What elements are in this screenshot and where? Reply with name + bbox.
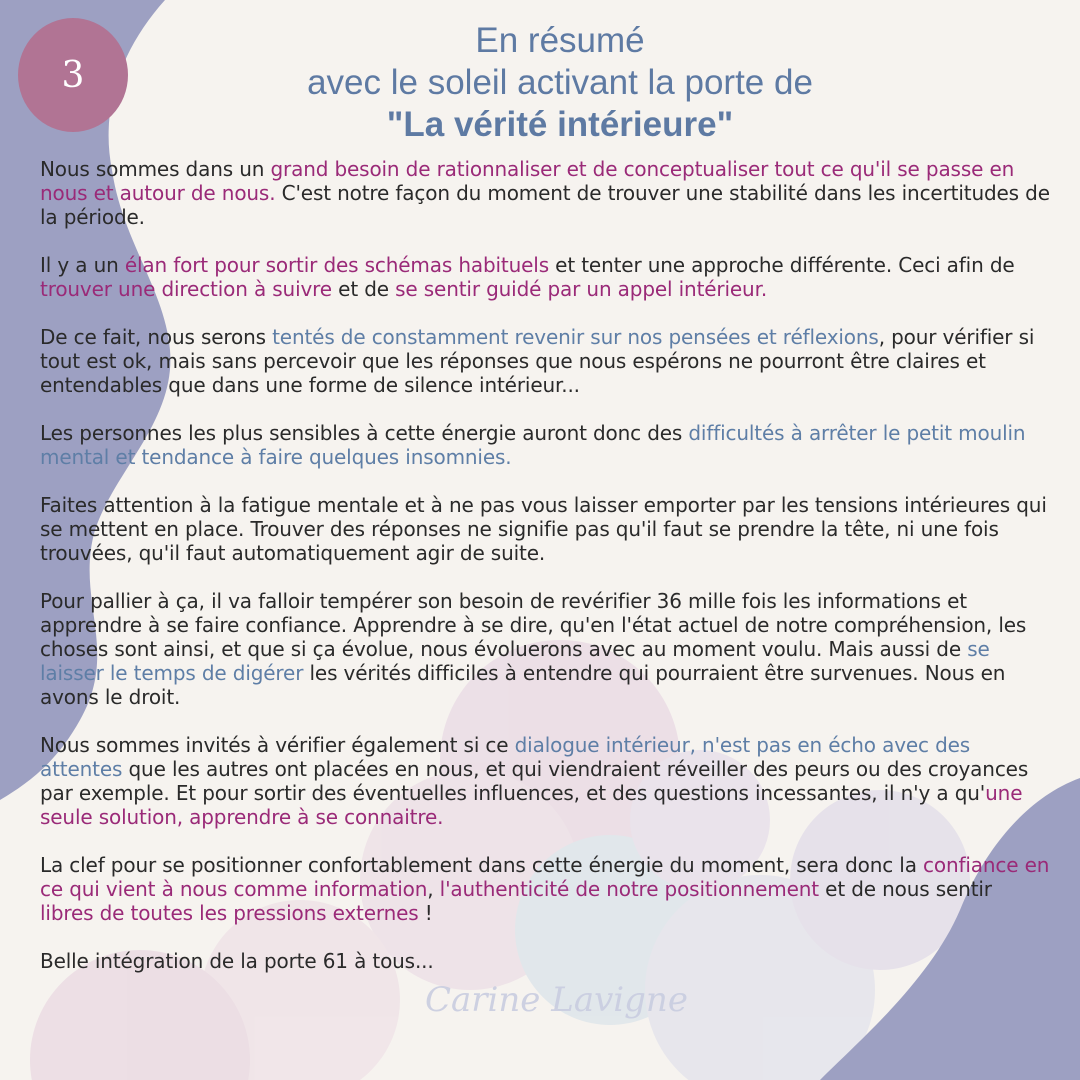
paragraph bbox=[40, 421, 1050, 469]
body-text: Nous sommes invités à vérifier également si ce bbox=[40, 733, 515, 757]
highlight-text: élan fort pour sortir des schémas habituels bbox=[124, 253, 549, 277]
body-text: et de nous sentir bbox=[818, 877, 992, 901]
highlight-text: grand besoin de rationnaliser et de conceptualiser tout ce qu'il se passe en nous et autour de nous. bbox=[40, 157, 1015, 205]
step-number: 3 bbox=[61, 54, 85, 96]
body-text: Belle intégration de la porte 61 à tous... bbox=[40, 949, 434, 973]
highlight-text: l'authenticité de notre positionnement bbox=[439, 877, 819, 901]
body-text: et tenter une approche différente. Ceci afin de bbox=[548, 253, 1015, 277]
body-text: De ce fait, nous serons bbox=[40, 325, 273, 349]
highlight-text: difficultés à arrêter le petit moulin mental et tendance à faire quelques insomnies. bbox=[40, 421, 1026, 469]
paragraph bbox=[40, 949, 1050, 973]
body-text: La clef pour se positionner confortablement dans cette énergie du moment, sera donc la bbox=[40, 853, 924, 877]
highlight-text: libres de toutes les pressions externes bbox=[40, 901, 419, 925]
paragraph bbox=[40, 253, 1050, 301]
body-text: Faites attention à la fatigue mentale et à ne pas vous laisser emporter par les tensions intérieures qui se mettent en place. Trouver des réponses ne signifie pas qu'il faut se prendre la tête, ni une fois trouvées, qu'il faut automatiquement agir de suite. bbox=[40, 493, 1047, 565]
body-text: , pour vérifier si tout est ok, mais sans percevoir que les réponses que nous espérons ne pourront être claires et entendables que dans une forme de silence intérieur... bbox=[40, 325, 1035, 397]
body-text: les vérités difficiles à entendre qui pourraient être survenues. Nous en avons le droit. bbox=[40, 661, 1006, 709]
title-line-2: avec le soleil activant la porte de bbox=[307, 63, 813, 102]
body-text: Il y a un bbox=[40, 253, 125, 277]
highlight-text: dialogue intérieur, n'est pas en écho avec des attentes bbox=[40, 733, 971, 781]
highlight-text: une seule solution, apprendre à se connaitre. bbox=[40, 781, 1023, 829]
body-text: que les autres ont placées en nous, et qui viendraient réveiller des peurs ou des croyances par exemple. Et pour sortir des éventuelles influences, et des questions incessantes, il n'y a qu' bbox=[40, 757, 1029, 805]
highlight-text: tentés de constamment revenir sur nos pensées et réflexions bbox=[272, 325, 879, 349]
body-text: C'est notre façon du moment de trouver une stabilité dans les incertitudes de la période. bbox=[40, 181, 1050, 229]
title-line-1: En résumé bbox=[475, 21, 645, 60]
highlight-text: se laisser le temps de digérer bbox=[40, 637, 990, 685]
step-number-badge bbox=[18, 18, 128, 132]
highlight-text: confiance en ce qui vient à nous comme information bbox=[40, 853, 1050, 901]
body-text: Nous sommes dans un bbox=[40, 157, 271, 181]
paragraph bbox=[40, 493, 1050, 565]
body-text: et de bbox=[331, 277, 396, 301]
body-text: ! bbox=[418, 901, 433, 925]
title-line-3: "La vérité intérieure" bbox=[386, 105, 734, 144]
highlight-text: trouver une direction à suivre bbox=[40, 277, 332, 301]
paragraph bbox=[40, 589, 1050, 709]
body-text: Les personnes les plus sensibles à cette énergie auront donc des bbox=[40, 421, 689, 445]
paragraph bbox=[40, 853, 1050, 925]
summary-text bbox=[40, 157, 1050, 997]
paragraph bbox=[40, 157, 1050, 229]
body-text: Pour pallier à ça, il va falloir tempérer son besoin de revérifier 36 mille fois les informations et apprendre à se faire confiance. Apprendre à se dire, qu'en l'état actuel de notre compréhension, les choses sont ainsi, et que si ça évolue, nous évoluerons avec au moment voulu. Mais aussi de bbox=[40, 589, 1027, 661]
page-title bbox=[240, 20, 880, 146]
highlight-text: se sentir guidé par un appel intérieur. bbox=[395, 277, 768, 301]
paragraph bbox=[40, 325, 1050, 397]
body-text: , bbox=[427, 877, 440, 901]
signature: Carine Lavigne bbox=[425, 980, 688, 1020]
paragraph bbox=[40, 733, 1050, 829]
